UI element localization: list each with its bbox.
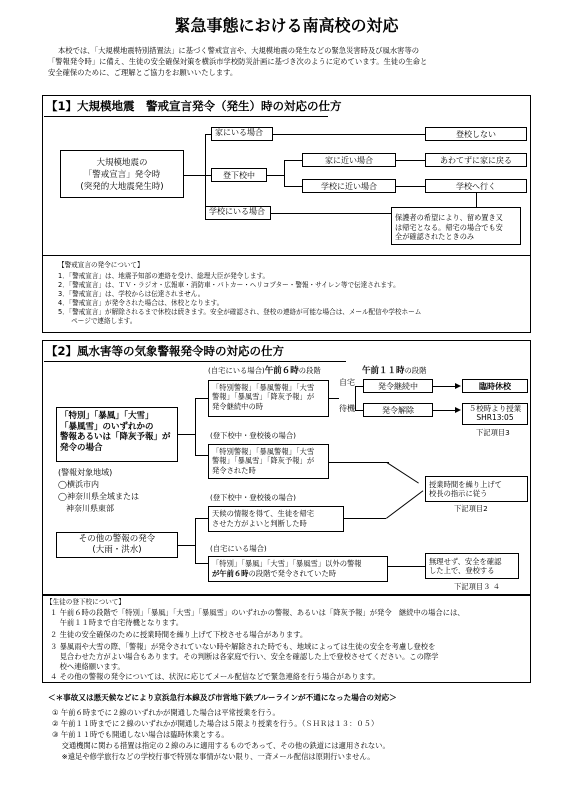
- home2-box: [208, 556, 388, 582]
- commute-label: (登下校中・登校後の場合): [210, 431, 296, 440]
- commute2-line-2: させた方がよいと判断した時: [212, 518, 307, 528]
- home6-time: 午前６時: [264, 366, 299, 376]
- after-3b: 見合わせた方がよい場合もあります。その判断は各家庭で行い、安全を確認した上で登校させてください。この際学: [50, 652, 439, 661]
- after-3c: 校へ連絡願います。: [50, 662, 125, 671]
- section1-note-6: ページで連絡します。: [58, 317, 137, 325]
- main-box-line-3: (突発的大地震発生時): [80, 182, 164, 192]
- near-home-box: 家に近い場合: [302, 153, 396, 167]
- accident-title: ＜＊事故又は悪天候などにより京浜急行本線及び市営地下鉄ブルーラインが不通になった場合の対応＞: [48, 693, 397, 702]
- after-2: ２ 生徒の安全確保のために授業時間を繰り上げて下校させる場合があります。: [50, 630, 308, 639]
- continuing-box: 発令継続中: [363, 379, 433, 393]
- near-school-result: 学校へ行く: [425, 179, 527, 193]
- near-school-box: 学校に近い場合: [302, 179, 396, 193]
- section2-heading: 【2】風水害等の気象警報発令時の対応の仕方: [44, 342, 346, 362]
- other-warning-box: [56, 532, 178, 558]
- intro-line-3: 安全確保のために、ご理解とご協力をお願いいたします。: [48, 68, 238, 77]
- home6-box-line-1: 「特別警報」「暴風警報」「大雪: [212, 383, 315, 392]
- home6-label: [208, 366, 321, 376]
- commute2-box: [208, 506, 344, 532]
- home6-box-line-3: 発令継続中の時: [212, 401, 264, 411]
- accident-4: 交通機関に関わる措置は指定の２線のみに適用するものであって、その他の鉄道には適用されない。: [52, 741, 390, 750]
- at-school-result-line-3: 全が確認されたときのみ: [395, 232, 475, 242]
- ref34: 下記項目３ ４: [454, 582, 501, 591]
- home2-label: (自宅にいる場合): [210, 544, 267, 553]
- section1-heading: 【1】大規模地震 警戒宣言発令（発生）時の対応の仕方: [44, 97, 328, 117]
- commute-box-line-3: 発令された時: [212, 465, 256, 475]
- after-title: 【生徒の登下校について】: [46, 598, 125, 606]
- closure-box: 臨時休校: [462, 379, 528, 393]
- home6-box-line-2: 警報」「暴風雪」「降灰予報」が: [212, 392, 315, 402]
- regardless-box: [425, 553, 519, 579]
- intro-line-2: 「警報発令時」に備え、生徒の安全確保対策を横浜市学校防災計画に基づき次のように定めています。生徒の生命と: [48, 57, 428, 66]
- time11-label: [362, 366, 426, 376]
- warning-main-line-2: 「暴風雪」のいずれかの: [60, 421, 154, 432]
- section1-note-1: 1．「警戒宣言」は、地震予知部の連絡を受け、総理大臣が発令します。: [58, 272, 270, 280]
- warning-main-box: [56, 407, 178, 462]
- section1-notes-title: 【警戒宣言の発令について】: [58, 261, 144, 269]
- other-warning-line-1: その他の警報の発令: [78, 534, 156, 545]
- section1-note-2: 2．「警戒宣言」は、ＴＶ・ラジオ・広報車・消防車・パトカー・ヘリコプター・警報・サイレン等で伝達されます。: [58, 281, 400, 289]
- target-1: ◯横浜市内: [58, 480, 99, 489]
- early-dismiss-line-2: 校長の指示に従う: [429, 489, 488, 499]
- home2-time: が午前６時: [212, 568, 249, 578]
- home6-suffix: の段階: [298, 366, 321, 375]
- near-home-result: あわてずに家に戻る: [425, 153, 527, 167]
- after-1a: １ 午前６時の段階で「特別」「暴風」「大雪」「暴風雪」のいずれかの警報、あるいは「降灰予報」が発令 継続中の場合には、: [50, 608, 465, 617]
- early-dismiss-line-1: 授業時間を繰り上げて: [429, 480, 502, 489]
- home6-label-text: (自宅にいる場合): [208, 366, 265, 375]
- at-home-box: 家にいる場合: [211, 127, 273, 141]
- target-3: 神奈川県東部: [58, 504, 114, 513]
- after-4: ４ その他の警報の発令については、状況に応じてメール配信などで緊急連絡を行う場合があります。: [50, 672, 380, 681]
- early-dismiss-box: [425, 476, 528, 502]
- section1-note-3: 3．「警戒宣言」は、学校からは伝達されません。: [58, 290, 205, 298]
- time11-suffix: の段階: [404, 366, 427, 375]
- target-2: ◯神奈川県全域または: [58, 492, 139, 501]
- earthquake-main-box: [60, 150, 184, 198]
- page-title: 緊急事態における南高校の対応: [174, 16, 399, 35]
- home6-box: [208, 380, 329, 417]
- home2-line-2: [212, 569, 387, 579]
- commute-box: [208, 444, 329, 479]
- at-school-result-line-2: は帰宅となる。帰宅の場合でも安: [395, 222, 503, 232]
- commute-box-line-1: 「特別警報」「暴風警報」「大雪: [212, 447, 315, 456]
- lifted-box: 発令解除: [363, 403, 433, 417]
- home2-line-2-text: の段階で発令されていた時: [248, 568, 337, 578]
- accident-5: ※遠足や修学旅行などの学校行事で特別な事情がない限り、一斉メール配信は原則行いません。: [52, 752, 375, 761]
- regardless-line-2: した上で、登校する: [429, 566, 495, 576]
- ref3: 下記項目3: [476, 428, 510, 437]
- time11-time: 午前１１時: [362, 366, 405, 376]
- regardless-line-1: 無理せず、安全を確認: [429, 557, 502, 566]
- accident-3: ③ 午前１１時でも開通しない場合は臨時休業とする。: [52, 730, 229, 739]
- commute-box-line-2: 警報」「暴風雪」「降灰予報」が: [212, 456, 315, 466]
- waiting-label: 待機: [339, 404, 355, 413]
- accident-1: ① 午前６時までに２線のいずれかが開通した場合は平常授業を行う。: [52, 708, 280, 717]
- home2-line-1: 「特別」「暴風」「大雪」「暴風雪」以外の警報: [212, 559, 362, 568]
- commuting-box: 登下校中: [211, 168, 267, 182]
- target-title: (警報対象地域): [58, 468, 113, 477]
- warning-main-line-4: 発令の場合: [60, 442, 103, 453]
- class5-line-2: SHR13:05: [476, 413, 514, 422]
- commute2-label: (登下校中・登校後の場合): [210, 493, 296, 502]
- after-1b: 午前１１時まで自宅待機となります。: [50, 618, 184, 627]
- at-school-result: [391, 207, 521, 245]
- intro-line-1: 本校では、「大規模地震特別措置法」に基づく警戒宣言や、大規模地震の発生などの緊急災害時及び風水害等の: [58, 46, 420, 55]
- warning-main-line-3: 警報あるいは「降灰予報」が: [60, 432, 171, 443]
- class5-line-1: ５校時より授業: [468, 404, 522, 414]
- section1-note-5: 5．「警戒宣言」が解除されるまで休校は続きます。安全が確認され、登校の連絡が可能な場合は、メール配信や学校ホーム: [58, 308, 422, 316]
- main-box-line-1: 大規模地震の: [96, 158, 148, 168]
- at-school-result-line-1: 保護者の希望により、留め置き又: [395, 213, 503, 222]
- ref2: 下記項目2: [454, 504, 488, 513]
- at-home2-label: 自宅: [339, 378, 355, 387]
- main-box-line-2: 「警戒宣言」発令時: [83, 170, 161, 180]
- other-warning-line-2: (大雨・洪水): [92, 545, 142, 555]
- commute2-line-1: 天候の情報を得て、生徒を帰宅: [212, 509, 315, 518]
- warning-main-line-1: 「特別」「暴風」「大雪」: [60, 411, 154, 421]
- at-school-box: 学校にいる場合: [205, 206, 271, 220]
- at-home-result: 登校しない: [425, 127, 527, 141]
- class5-box: [462, 403, 528, 425]
- accident-2: ② 午前１１時までに２線のいずれかが開通した場合は５限より授業を行う。（ＳＨＲは１３：０５）: [52, 719, 379, 728]
- section1-note-4: 4．「警戒宣言」が発令された場合は、休校となります。: [58, 299, 224, 307]
- after-3a: ３ 暴風雨や大雪の際、「警報」が発令されていない時や解除された時でも、地域によっては生徒の安全を考慮し登校を: [50, 642, 436, 651]
